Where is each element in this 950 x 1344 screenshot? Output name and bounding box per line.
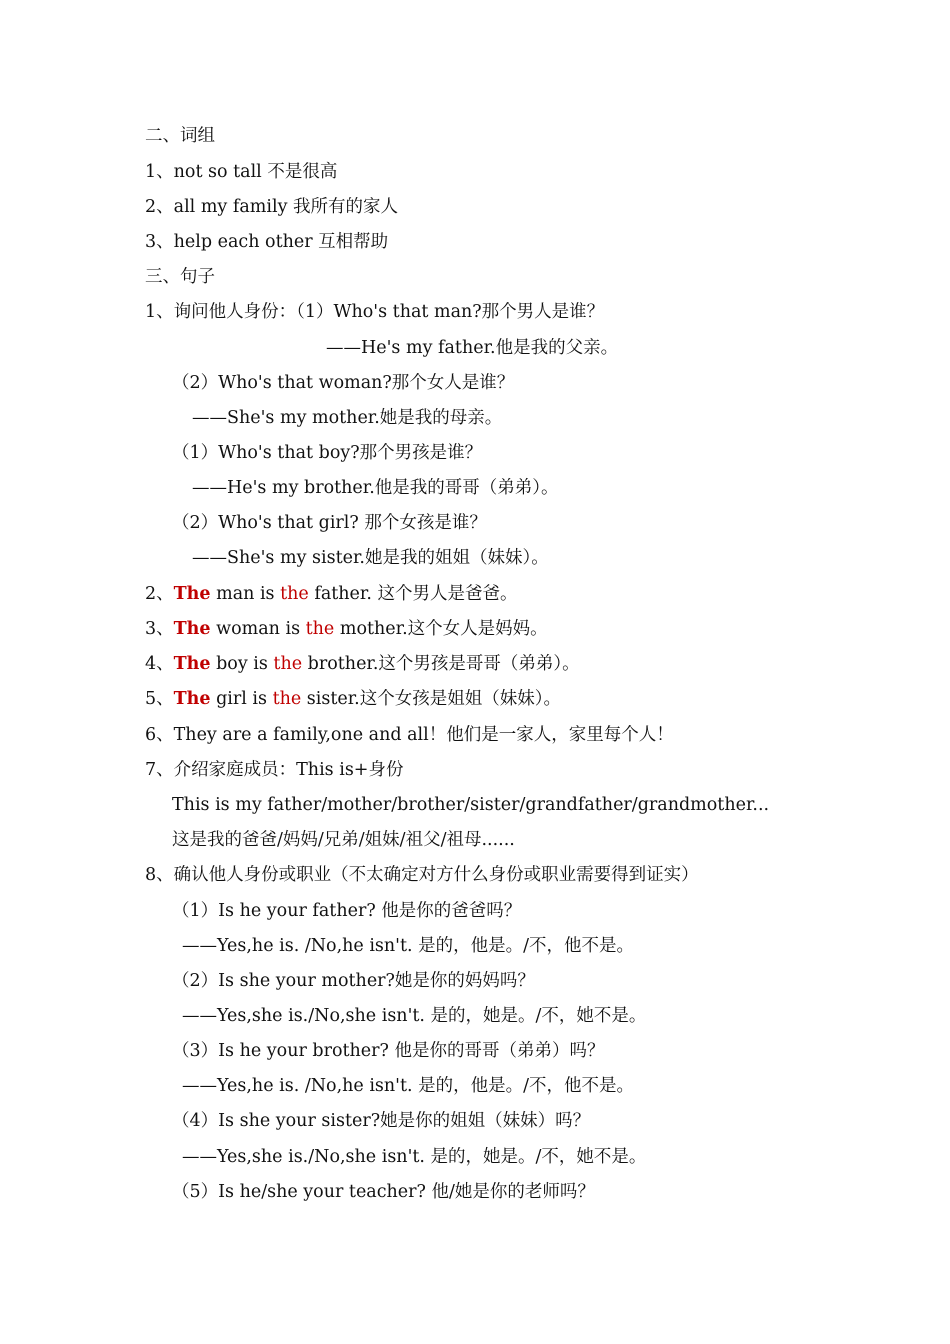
sentence-6: 6、They are a family,one and all！他们是一家人，家里每个人！	[145, 725, 674, 745]
item-number: 5、	[145, 689, 174, 709]
item-number: 4、	[145, 654, 174, 674]
sentence-text: brother.这个男孩是哥哥（弟弟）。	[302, 654, 580, 674]
sentence-8-title: 8、确认他人身份或职业（不太确定对方什么身份或职业需要得到证实）	[145, 865, 699, 885]
sentence-1-answer: ——He's my brother.他是我的哥哥（弟弟）。	[192, 478, 559, 498]
sentence-1-intro: 1、询问他人身份：（1）Who's that man?那个男人是谁？	[145, 302, 605, 322]
highlight-the: the	[280, 584, 309, 604]
phrase-item: 1、not so tall 不是很高	[145, 162, 338, 182]
sentence-1-answer: ——He's my father.他是我的父亲。	[326, 338, 619, 358]
the-sentence	[145, 582, 517, 606]
sentence-text: girl is	[210, 689, 273, 709]
highlight-the: the	[272, 689, 302, 709]
highlight-the: the	[273, 654, 303, 674]
sentence-1-answer: ——She's my mother.她是我的母亲。	[192, 408, 503, 428]
item-number: 3、	[145, 619, 174, 639]
highlight-the: The	[173, 584, 211, 604]
sentence-text: sister.这个女孩是姐姐（妹妹）。	[301, 689, 561, 709]
the-sentence	[145, 617, 548, 641]
sentence-8-answer: ——Yes,she is./No,she isn't. 是的，她是。/不，她不是。	[182, 1006, 647, 1026]
sentence-8-question: （5）Is he/she your teacher? 他/她是你的老师吗？	[172, 1182, 595, 1202]
phrase-item: 2、all my family 我所有的家人	[145, 197, 399, 217]
sentence-text: mother.这个女人是妈妈。	[334, 619, 548, 639]
sentence-8-question: （2）Is she your mother?她是你的妈妈吗？	[172, 971, 535, 991]
sentence-8-question: （4）Is she your sister?她是你的姐姐（妹妹）吗？	[172, 1111, 591, 1131]
section-heading-sentences: 三、句子	[145, 267, 215, 287]
the-sentence	[145, 652, 580, 676]
section-heading-phrases: 二、词组	[145, 126, 215, 146]
sentence-7-chinese: 这是我的爸爸/妈妈/兄弟/姐妹/祖父/祖母......	[172, 830, 515, 850]
highlight-the: The	[173, 654, 211, 674]
sentence-8-answer: ——Yes,he is. /No,he isn't. 是的，他是。/不，他不是。	[182, 936, 635, 956]
the-sentence	[145, 687, 561, 711]
sentence-1-question: （2）Who's that woman?那个女人是谁？	[172, 373, 515, 393]
sentence-8-answer: ——Yes,she is./No,she isn't. 是的，她是。/不，她不是。	[182, 1147, 647, 1167]
sentence-8-question: （1）Is he your father? 他是你的爸爸吗？	[172, 901, 522, 921]
phrase-item: 3、help each other 互相帮助	[145, 232, 389, 252]
sentence-1-question: （2）Who's that girl? 那个女孩是谁？	[172, 513, 487, 533]
sentence-8-answer: ——Yes,he is. /No,he isn't. 是的，他是。/不，他不是。	[182, 1076, 635, 1096]
sentence-text: man is	[210, 584, 281, 604]
sentence-7-title: 7、介绍家庭成员：This is+身份	[145, 760, 404, 780]
highlight-the: The	[173, 689, 211, 709]
sentence-text: father. 这个男人是爸爸。	[308, 584, 518, 604]
item-number: 2、	[145, 584, 174, 604]
highlight-the: the	[305, 619, 335, 639]
sentence-8-question: （3）Is he your brother? 他是你的哥哥（弟弟）吗？	[172, 1041, 605, 1061]
sentence-1-answer: ——She's my sister.她是我的姐姐（妹妹）。	[192, 548, 549, 568]
sentence-1-question: （1）Who's that boy?那个男孩是谁？	[172, 443, 483, 463]
highlight-the: The	[173, 619, 211, 639]
sentence-7-english: This is my father/mother/brother/sister/grandfather/grandmother...	[172, 795, 770, 815]
sentence-text: woman is	[210, 619, 306, 639]
sentence-text: boy is	[210, 654, 274, 674]
